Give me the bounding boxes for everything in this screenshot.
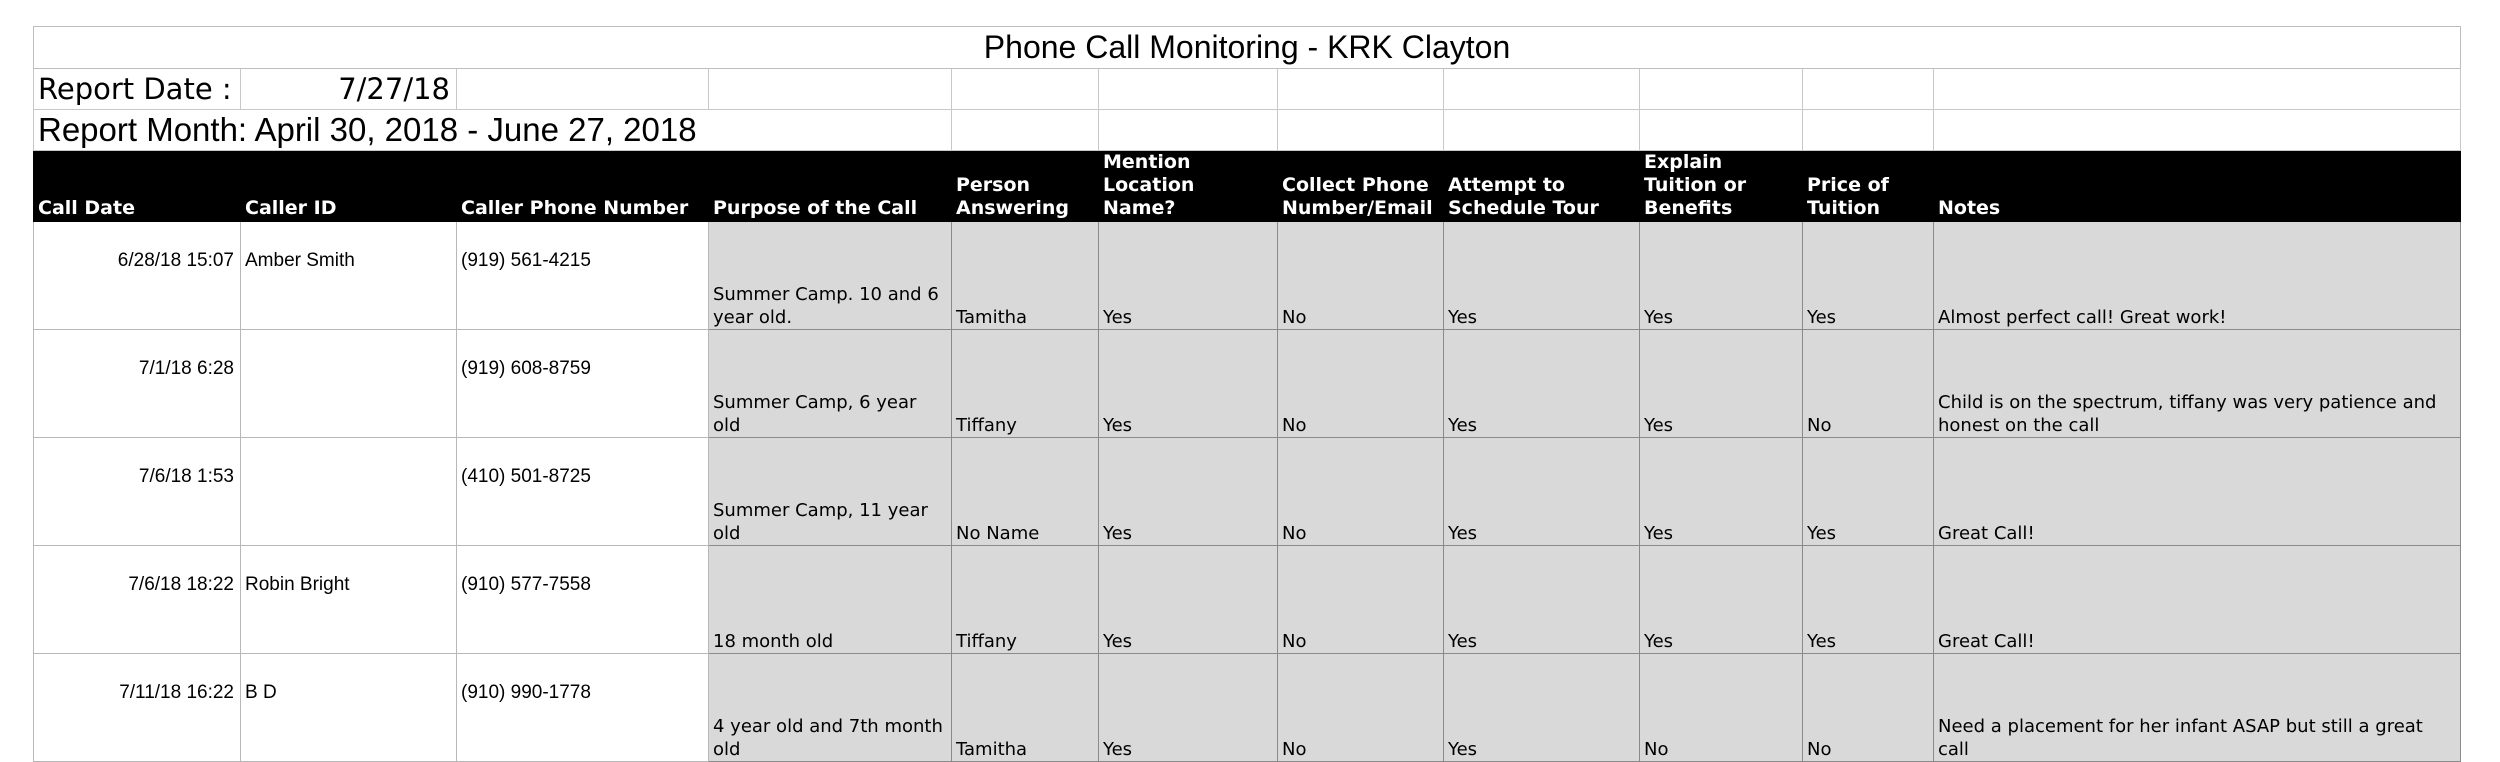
notes-cell[interactable]: Almost perfect call! Great work! xyxy=(1934,222,2461,330)
report-date-value[interactable]: 7/27/18 xyxy=(241,69,457,110)
purpose-cell[interactable]: 4 year old and 7th month old xyxy=(709,654,952,762)
tuition-benefits-cell[interactable]: Yes xyxy=(1640,438,1803,546)
caller-id-cell[interactable] xyxy=(241,438,457,546)
tour-cell[interactable]: Yes xyxy=(1444,438,1640,546)
location-cell[interactable]: Yes xyxy=(1099,546,1278,654)
caller-id-cell[interactable]: B D xyxy=(241,654,457,762)
empty-cell[interactable] xyxy=(1934,69,2461,110)
empty-cell[interactable] xyxy=(1099,110,1278,151)
empty-cell[interactable] xyxy=(1278,110,1444,151)
answering-cell[interactable]: No Name xyxy=(952,438,1099,546)
answering-cell[interactable]: Tamitha xyxy=(952,222,1099,330)
notes-cell[interactable]: Child is on the spectrum, tiffany was very patience and honest on the call xyxy=(1934,330,2461,438)
price-cell[interactable]: Yes xyxy=(1803,438,1934,546)
empty-cell[interactable] xyxy=(1640,69,1803,110)
call-date-cell[interactable]: 7/1/18 6:28 xyxy=(34,330,241,438)
table-row xyxy=(34,222,2461,330)
purpose-cell[interactable]: Summer Camp. 10 and 6 year old. xyxy=(709,222,952,330)
column-header[interactable]: Collect Phone Number/Email xyxy=(1278,151,1444,222)
empty-cell[interactable] xyxy=(1803,69,1934,110)
spreadsheet xyxy=(33,26,2500,762)
tour-cell[interactable]: Yes xyxy=(1444,330,1640,438)
empty-cell[interactable] xyxy=(1444,69,1640,110)
column-header[interactable]: Person Answering xyxy=(952,151,1099,222)
empty-cell[interactable] xyxy=(1099,69,1278,110)
column-header[interactable]: Caller Phone Number xyxy=(457,151,709,222)
column-header[interactable]: Purpose of the Call xyxy=(709,151,952,222)
table-row xyxy=(34,546,2461,654)
empty-cell[interactable] xyxy=(1640,110,1803,151)
empty-cell[interactable] xyxy=(1934,110,2461,151)
answering-cell[interactable]: Tiffany xyxy=(952,330,1099,438)
table-row xyxy=(34,330,2461,438)
location-cell[interactable]: Yes xyxy=(1099,222,1278,330)
tour-cell[interactable]: Yes xyxy=(1444,654,1640,762)
phone-cell[interactable]: (910) 577-7558 xyxy=(457,546,709,654)
answering-cell[interactable]: Tiffany xyxy=(952,546,1099,654)
table-row xyxy=(34,438,2461,546)
answering-cell[interactable]: Tamitha xyxy=(952,654,1099,762)
location-cell[interactable]: Yes xyxy=(1099,654,1278,762)
purpose-cell[interactable]: Summer Camp, 11 year old xyxy=(709,438,952,546)
tuition-benefits-cell[interactable]: Yes xyxy=(1640,330,1803,438)
phone-cell[interactable]: (919) 561-4215 xyxy=(457,222,709,330)
price-cell[interactable]: Yes xyxy=(1803,546,1934,654)
call-monitoring-table xyxy=(33,26,2461,762)
phone-cell[interactable]: (410) 501-8725 xyxy=(457,438,709,546)
empty-cell[interactable] xyxy=(952,110,1099,151)
call-date-cell[interactable]: 7/11/18 16:22 xyxy=(34,654,241,762)
empty-cell[interactable] xyxy=(457,69,709,110)
header-row xyxy=(34,151,2461,222)
location-cell[interactable]: Yes xyxy=(1099,438,1278,546)
price-cell[interactable]: No xyxy=(1803,330,1934,438)
notes-cell[interactable]: Great Call! xyxy=(1934,438,2461,546)
empty-cell[interactable] xyxy=(709,69,952,110)
column-header[interactable]: Notes xyxy=(1934,151,2461,222)
call-date-cell[interactable]: 6/28/18 15:07 xyxy=(34,222,241,330)
table-row xyxy=(34,654,2461,762)
collect-cell[interactable]: No xyxy=(1278,546,1444,654)
call-date-cell[interactable]: 7/6/18 1:53 xyxy=(34,438,241,546)
purpose-cell[interactable]: Summer Camp, 6 year old xyxy=(709,330,952,438)
empty-cell[interactable] xyxy=(1803,110,1934,151)
tour-cell[interactable]: Yes xyxy=(1444,222,1640,330)
collect-cell[interactable]: No xyxy=(1278,654,1444,762)
price-cell[interactable]: Yes xyxy=(1803,222,1934,330)
report-date-label[interactable]: Report Date : xyxy=(34,69,241,110)
call-date-cell[interactable]: 7/6/18 18:22 xyxy=(34,546,241,654)
sheet-title[interactable]: Phone Call Monitoring - KRK Clayton xyxy=(34,27,2461,69)
empty-cell[interactable] xyxy=(952,69,1099,110)
collect-cell[interactable]: No xyxy=(1278,438,1444,546)
empty-cell[interactable] xyxy=(1444,110,1640,151)
purpose-cell[interactable]: 18 month old xyxy=(709,546,952,654)
collect-cell[interactable]: No xyxy=(1278,330,1444,438)
column-header[interactable]: Caller ID xyxy=(241,151,457,222)
phone-cell[interactable]: (910) 990-1778 xyxy=(457,654,709,762)
column-header[interactable]: Explain Tuition or Benefits xyxy=(1640,151,1803,222)
caller-id-cell[interactable]: Amber Smith xyxy=(241,222,457,330)
tuition-benefits-cell[interactable]: Yes xyxy=(1640,222,1803,330)
notes-cell[interactable]: Great Call! xyxy=(1934,546,2461,654)
empty-cell[interactable] xyxy=(1278,69,1444,110)
caller-id-cell[interactable]: Robin Bright xyxy=(241,546,457,654)
notes-cell[interactable]: Need a placement for her infant ASAP but still a great call xyxy=(1934,654,2461,762)
tuition-benefits-cell[interactable]: No xyxy=(1640,654,1803,762)
tour-cell[interactable]: Yes xyxy=(1444,546,1640,654)
report-month[interactable]: Report Month: April 30, 2018 - June 27, 2018 xyxy=(34,110,952,151)
column-header[interactable]: Call Date xyxy=(34,151,241,222)
phone-cell[interactable]: (919) 608-8759 xyxy=(457,330,709,438)
tuition-benefits-cell[interactable]: Yes xyxy=(1640,546,1803,654)
collect-cell[interactable]: No xyxy=(1278,222,1444,330)
price-cell[interactable]: No xyxy=(1803,654,1934,762)
column-header[interactable]: Price of Tuition xyxy=(1803,151,1934,222)
column-header[interactable]: Mention Location Name? xyxy=(1099,151,1278,222)
column-header[interactable]: Attempt to Schedule Tour xyxy=(1444,151,1640,222)
location-cell[interactable]: Yes xyxy=(1099,330,1278,438)
caller-id-cell[interactable] xyxy=(241,330,457,438)
